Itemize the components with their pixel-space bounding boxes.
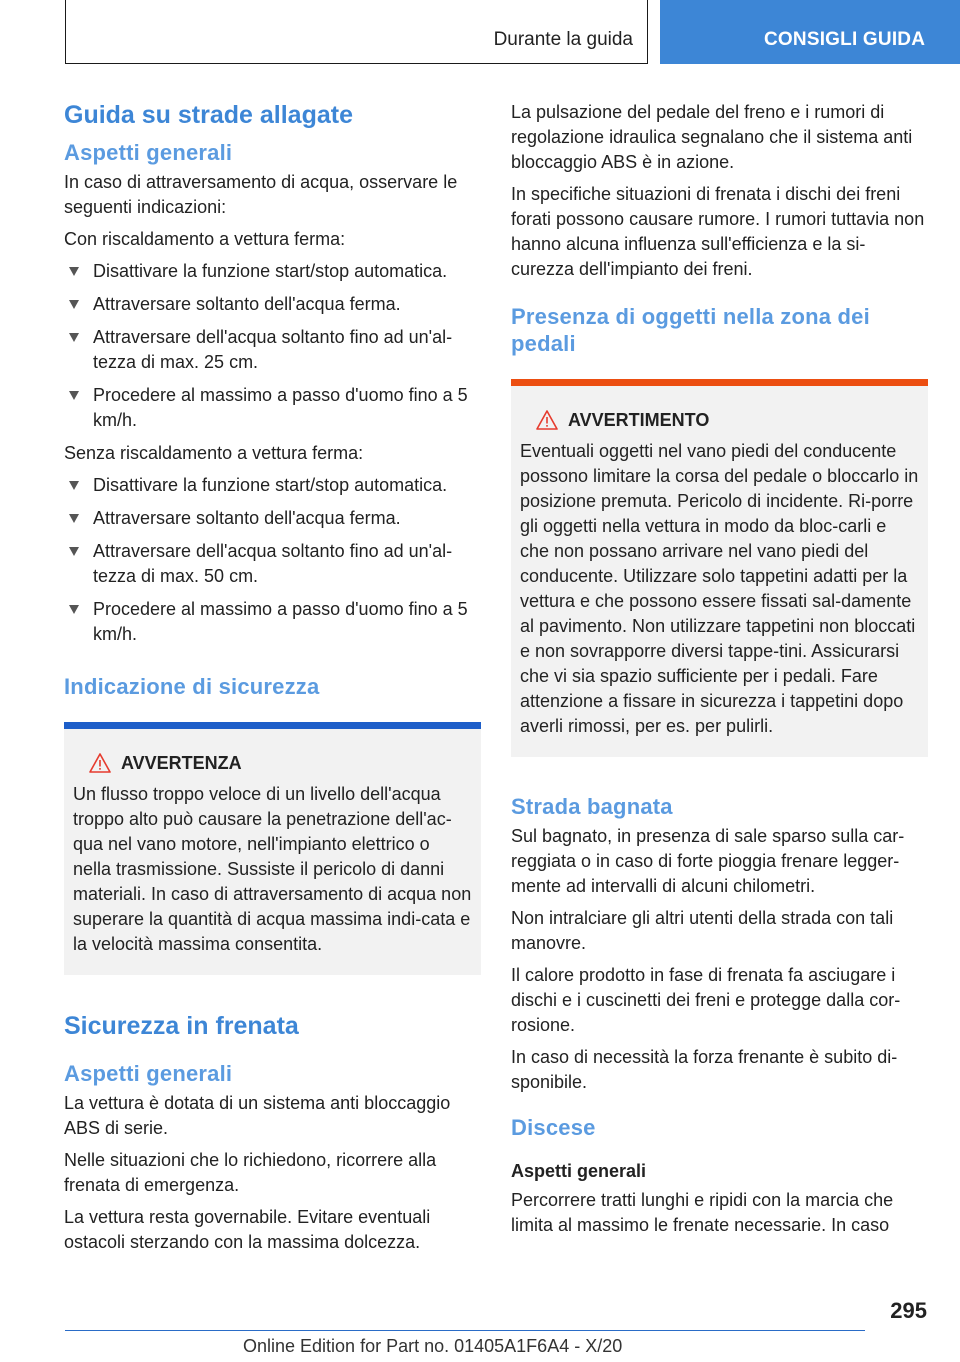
list-item: Attraversare dell'acqua soltanto fino ad un'al-tezza di max. 50 cm. [64,539,481,589]
heading-objects-pedals: Presenza di oggetti nella zona dei pedali [511,304,870,356]
list-item: Attraversare soltanto dell'acqua ferma. [64,292,481,317]
list-item: Disattivare la funzione start/stop automatica. [64,473,481,498]
warning-triangle-icon [536,410,558,430]
triangle-bullet-icon [69,300,79,309]
paragraph-abs: La vettura è dotata di un sistema anti bloccaggio ABS di serie. [64,1093,451,1138]
paragraph-wet-1: Sul bagnato, in presenza di sale sparso sulla car-reggiata o in caso di forte pioggia frenare legger-mente ad intervalli di alcuni chilometri. [511,826,905,896]
heading-safety-note: Indicazione di sicurezza [64,674,320,699]
header-section-title: Durante la guida [493,29,633,50]
right-column [511,100,928,1245]
warning-box-water [64,722,481,975]
warning-triangle-icon [89,753,111,773]
warning-text: Eventuali oggetti nel vano piedi del conducente possono limitare la corsa del pedale o bloccarlo in posizione premuta. Pericolo di incidente. Ri-porre gli oggetti nella vettura in modo da bloc-carli e che non possano arrivare nel vano piedi del conducente. Utilizzare solo tappetini adatti per la vettura e che possono essere fissati sal-damente al pavimento. Non utilizzare tappetini non bloccati e non sovrapporre diversi tappe-tini. Assicurarsi che vi sia spazio sufficiente per i pedali. Fare attenzione a fissare in sicurezza i tappetini dopo averli rimossi, per es. per pulirli. [520,441,919,736]
warning-box-pedals [511,379,928,757]
footer-divider [65,1330,865,1331]
paragraph-intro: In caso di attraversamento di acqua, osservare le seguenti indicazioni: [64,172,458,217]
triangle-bullet-icon [69,267,79,276]
heading-general-aspects-1: Aspetti generali [64,140,233,165]
warning-title: AVVERTIMENTO [520,408,919,433]
warning-title: AVVERTENZA [73,751,472,776]
paragraph-steer: La vettura resta governabile. Evitare eventuali ostacoli sterzando con la massima dolcezza. [64,1207,431,1252]
list-item: Procedere al massimo a passo d'uomo fino a 5 km/h. [64,383,481,433]
heading-descents: Discese [511,1115,596,1140]
paragraph-pulse: La pulsazione del pedale del freno e i rumori di regolazione idraulica segnalano che il sistema anti bloccaggio ABS è in azione. [511,102,913,172]
paragraph-wet-2: Non intralciare gli altri utenti della strada con tali manovre. [511,908,894,953]
triangle-bullet-icon [69,333,79,342]
list-item: Attraversare soltanto dell'acqua ferma. [64,506,481,531]
triangle-bullet-icon [69,605,79,614]
triangle-bullet-icon [69,514,79,523]
paragraph-with-heating: Con riscaldamento a vettura ferma: [64,229,346,249]
paragraph-descents: Percorrere tratti lunghi e ripidi con la marcia che limita al massimo le frenate necessarie. In caso [511,1190,894,1235]
paragraph-wet-3: Il calore prodotto in fase di frenata fa asciugare i dischi e i cuscinetti dei freni e protegge dalla cor-rosione. [511,965,901,1035]
heading-flooded-roads: Guida su strade allagate [64,101,353,129]
paragraph-emergency: Nelle situazioni che lo richiedono, ricorrere alla frenata di emergenza. [64,1150,437,1195]
triangle-bullet-icon [69,391,79,400]
heading-braking-safety: Sicurezza in frenata [64,1012,299,1040]
heading-wet-road: Strada bagnata [511,794,673,819]
subheading-general-aspects: Aspetti generali [511,1161,647,1181]
left-column [64,100,481,1262]
paragraph-wet-4: In caso di necessità la forza frenante è subito di-sponibile. [511,1047,898,1092]
list-without-heating [64,473,481,647]
list-item: Attraversare dell'acqua soltanto fino ad un'al-tezza di max. 25 cm. [64,325,481,375]
list-item: Disattivare la funzione start/stop automatica. [64,259,481,284]
triangle-bullet-icon [69,481,79,490]
header-chapter-tab[interactable]: CONSIGLI GUIDA [660,0,960,64]
list-with-heating [64,259,481,433]
page-number: 295 [890,1298,927,1323]
list-item: Procedere al massimo a passo d'uomo fino a 5 km/h. [64,597,481,647]
paragraph-without-heating: Senza riscaldamento a vettura ferma: [64,443,364,463]
triangle-bullet-icon [69,547,79,556]
heading-general-aspects-2: Aspetti generali [64,1061,233,1086]
footer-edition: Online Edition for Part no. 01405A1F6A4 - X/20 [243,1336,623,1356]
header-section-box [65,0,648,64]
paragraph-discs: In specifiche situazioni di frenata i dischi dei freni forati possono causare rumore. I rumori tuttavia non hanno alcuna influenza sull'efficienza e la si-curezza dell'impianto dei freni. [511,184,925,279]
warning-text: Un flusso troppo veloce di un livello dell'acqua troppo alto può causare la penetrazione dell'ac-qua nel vano motore, nell'impianto elettrico o nella trasmissione. Sussiste il pericolo di danni materiali. In caso di attraversamento di acqua non superare la quantità di acqua massima indi-cata e la velocità massima consentita. [73,784,472,954]
